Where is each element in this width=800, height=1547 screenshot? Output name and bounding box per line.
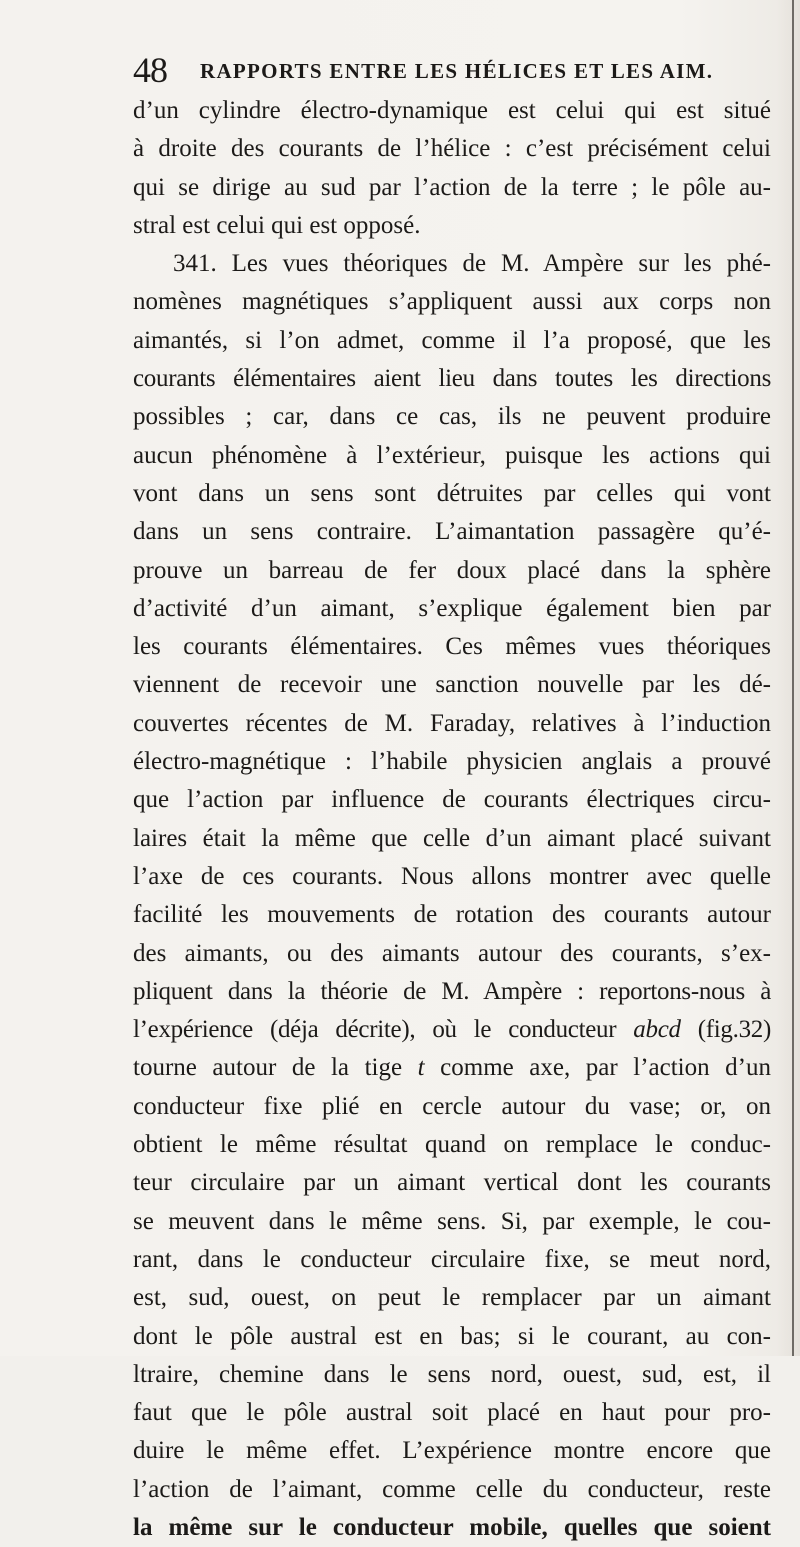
text-line: ltraire, chemine dans le sens nord, ouest, sud, est, il xyxy=(133,1360,771,1388)
text-line: la même sur le conducteur mobile, quelles que soient xyxy=(133,1513,771,1541)
text-line: courants élémentaires aient lieu dans toutes les directions xyxy=(133,365,771,393)
text-line: stral est celui qui est opposé. xyxy=(133,211,421,239)
text-line: duire le même effet. L’expérience montre encore que xyxy=(133,1437,771,1465)
text-line-with-figure-ref xyxy=(133,1011,771,1049)
text-line: aimantés, si l’on admet, comme il l’a proposé, que les xyxy=(133,326,771,354)
page-edge xyxy=(792,0,794,1356)
text-line: conducteur fixe plié en cercle autour du vase; or, on xyxy=(133,1092,771,1120)
text-line: obtient le même résultat quand on remplace le conduc- xyxy=(133,1131,771,1159)
text-line: électro-magnétique : l’habile physicien anglais a prouvé xyxy=(133,748,771,776)
text-line: à droite des courants de l’hélice : c’est précisément celui xyxy=(133,135,771,163)
text-line: l’axe de ces courants. Nous allons montrer avec quelle xyxy=(133,862,771,890)
page-number: 48 xyxy=(133,50,167,90)
text-line: vont dans un sens sont détruites par celles qui vont xyxy=(133,479,771,507)
text-line: viennent de recevoir une sanction nouvelle par les dé- xyxy=(133,671,771,699)
text-line: laires était la même que celle d’un aimant placé suivant xyxy=(133,824,771,852)
text-line: des aimants, ou des aimants autour des courants, s’ex- xyxy=(133,939,771,967)
text-line: teur circulaire par un aimant vertical dont les courants xyxy=(133,1169,771,1197)
body-text xyxy=(133,92,771,1547)
text-line: se meuvent dans le même sens. Si, par exemple, le cou- xyxy=(133,1207,771,1235)
paragraph-start-line: 341. Les vues théoriques de M. Ampère sur les phé- xyxy=(173,250,771,278)
text-line: que l’action par influence de courants électriques circu- xyxy=(133,786,771,814)
text-line: est, sud, ouest, on peut le remplacer par un aimant xyxy=(133,1284,771,1312)
text-line-with-italic xyxy=(133,1049,771,1087)
italic-label: abcd xyxy=(633,1016,681,1044)
italic-label: t xyxy=(417,1054,425,1082)
text-line: d’activité d’un aimant, s’explique également bien par xyxy=(133,594,771,622)
text-line: pliquent dans la théorie de M. Ampère : reportons-nous à xyxy=(133,977,771,1005)
text-line: aucun phénomène à l’extérieur, puisque les actions qui xyxy=(133,441,771,469)
text-line: possibles ; car, dans ce cas, ils ne peuvent produire xyxy=(133,403,771,431)
line-text-tail: comme axe, par l’action d’un xyxy=(424,1054,771,1082)
text-line: l’action de l’aimant, comme celle du conducteur, reste xyxy=(133,1475,771,1503)
line-text: l’expérience (déja décrite), où le conducteur xyxy=(133,1016,617,1044)
text-line: les courants élémentaires. Ces mêmes vues théoriques xyxy=(133,633,771,661)
page-header xyxy=(133,50,773,90)
text-line: dont le pôle austral est en bas; si le courant, au con- xyxy=(133,1322,771,1350)
text-line: nomènes magnétiques s’appliquent aussi aux corps non xyxy=(133,288,771,316)
text-line: faut que le pôle austral soit placé en haut pour pro- xyxy=(133,1399,771,1427)
text-line: facilité les mouvements de rotation des courants autour xyxy=(133,901,771,929)
text-line: prouve un barreau de fer doux placé dans la sphère xyxy=(133,556,771,584)
text-line: d’un cylindre électro-dynamique est celui qui est situé xyxy=(133,97,771,124)
text-line: rant, dans le conducteur circulaire fixe, se meut nord, xyxy=(133,1245,771,1273)
figure-reference: (fig.32) xyxy=(680,1016,771,1044)
running-title: RAPPORTS ENTRE LES HÉLICES ET LES AIM. xyxy=(200,59,714,83)
text-line: couvertes récentes de M. Faraday, relatives à l’induction xyxy=(133,709,771,737)
text-line: qui se dirige au sud par l’action de la terre ; le pôle au- xyxy=(133,173,771,201)
text-line: dans un sens contraire. L’aimantation passagère qu’é- xyxy=(133,518,771,546)
line-text: tourne autour de la tige xyxy=(133,1054,403,1082)
